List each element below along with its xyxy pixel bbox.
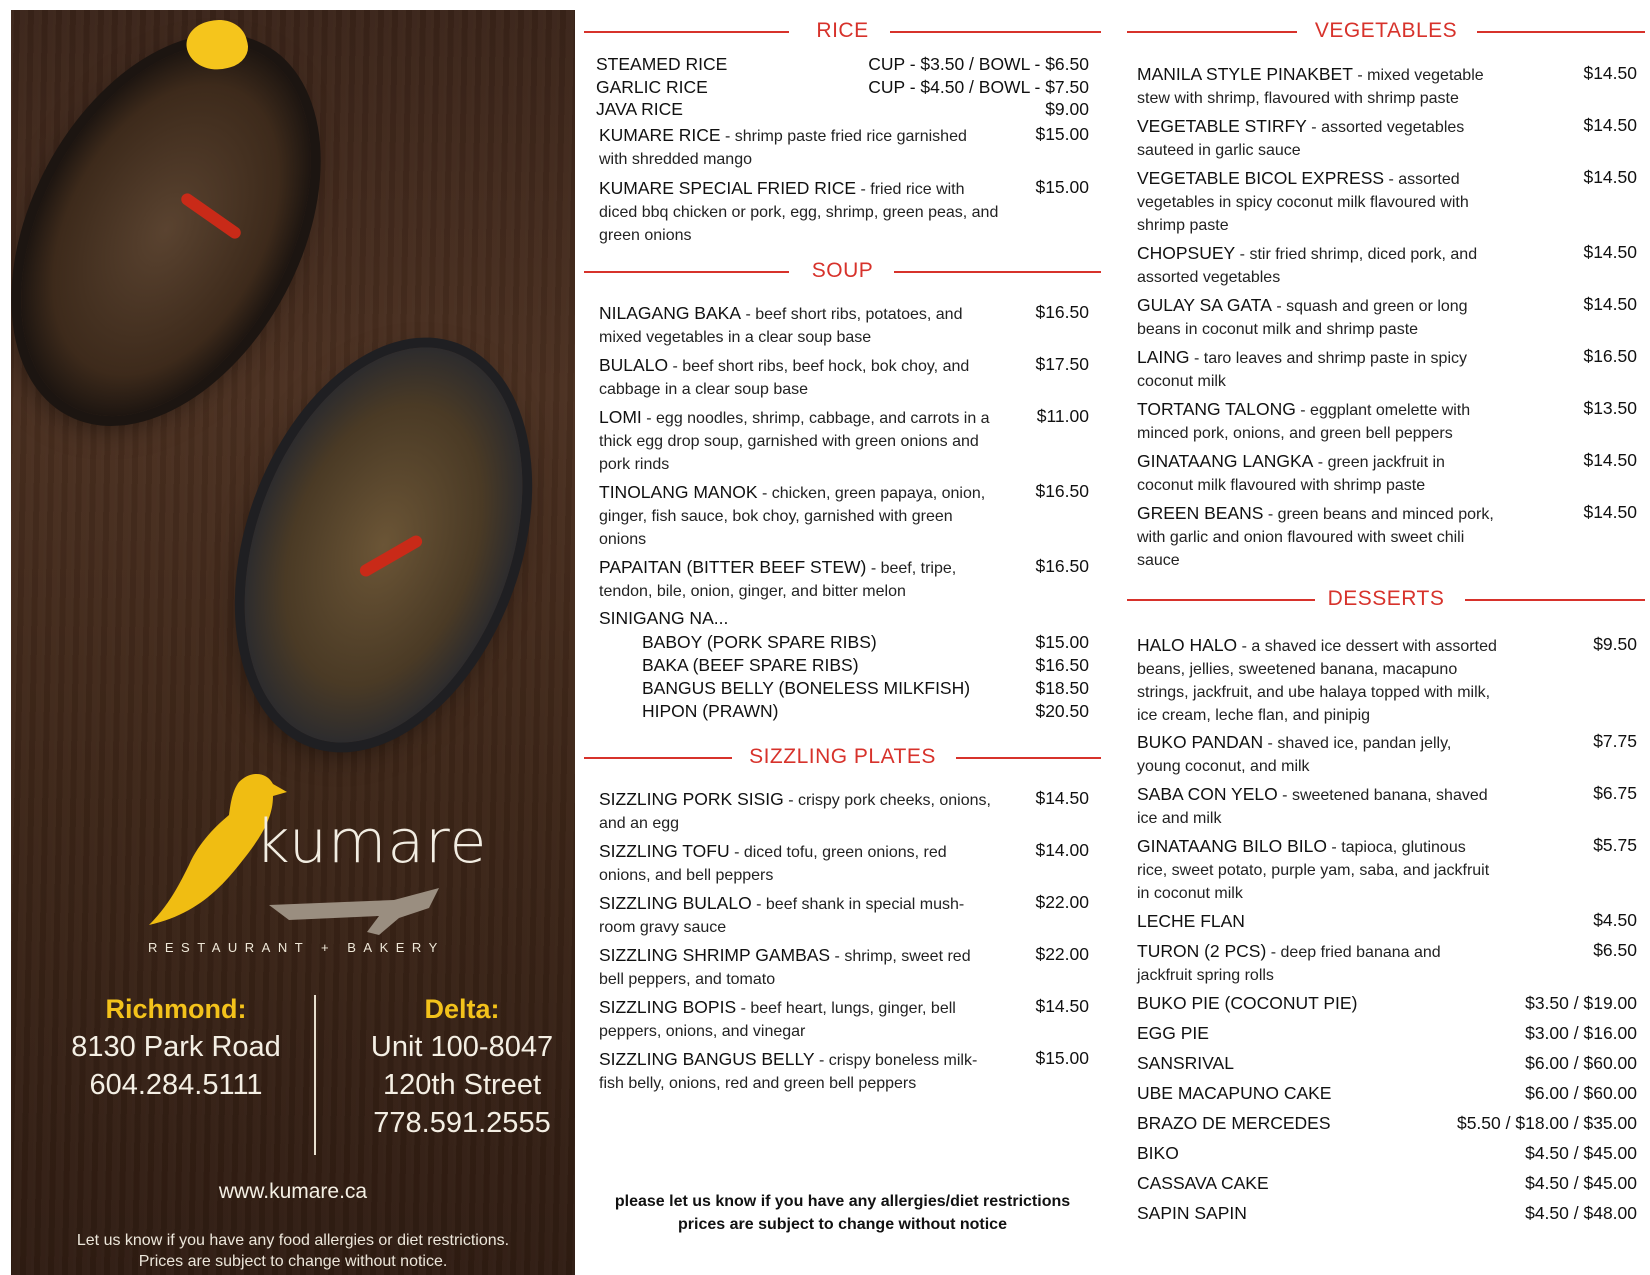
menu-item-desc: - tapioca, glutinous rice, sweet potato, purple yam, saba, and jackfruit in coconut milk — [1137, 839, 1490, 902]
menu-item — [599, 788, 999, 835]
menu-item-name: TURON (2 PCS) — [1137, 941, 1267, 961]
menu-item-name: KUMARE SPECIAL FRIED RICE — [599, 178, 857, 198]
menu-item-price: $11.00 — [1036, 406, 1089, 426]
menu-item-name: JAVA RICE — [596, 99, 683, 119]
menu-item-price: $14.50 — [1583, 502, 1637, 522]
menu-item-desc: - green jackfruit in coconut milk flavoured with shrimp paste — [1137, 454, 1445, 494]
menu-item-name: LECHE FLAN — [1137, 911, 1245, 931]
website-link[interactable]: www.kumare.ca — [218, 1180, 368, 1203]
section-header-rice — [584, 19, 1101, 45]
menu-item-price: $6.00 / $60.00 — [1525, 1053, 1637, 1073]
menu-item-name: BAKA (BEEF SPARE RIBS) — [642, 655, 859, 675]
menu-item-desc: - beef, tripe, tendon, bile, onion, ginger, and bitter melon — [599, 560, 957, 600]
menu-item-desc: - squash and green or long beans in coconut milk and shrimp paste — [1137, 298, 1468, 338]
menu-item-price: $18.50 — [1035, 678, 1089, 698]
menu-item — [1137, 910, 1497, 934]
section-title: SOUP — [811, 259, 874, 282]
menu-item — [1137, 167, 1497, 237]
menu-item-desc: - eggplant omelette with minced pork, onions, and green bell peppers — [1137, 402, 1471, 442]
menu-item-price: $5.75 — [1593, 835, 1637, 855]
section-header-sizzling — [584, 745, 1101, 771]
location-city: Delta: — [424, 994, 500, 1024]
menu-item-price: $17.50 — [1035, 354, 1089, 374]
location-city: Richmond: — [105, 994, 247, 1024]
menu-item-name: CASSAVA CAKE — [1137, 1173, 1269, 1193]
menu-item-name: TORTANG TALONG — [1137, 399, 1296, 419]
menu-item-price: $16.50 — [1035, 302, 1089, 322]
menu-item-name: SIZZLING PORK SISIG — [599, 789, 784, 809]
menu-item-desc: - green beans and minced pork, with garlic and onion flavoured with sweet chili sauce — [1137, 506, 1494, 569]
menu-item-name: GREEN BEANS — [1137, 503, 1264, 523]
menu-item-name: LAING — [1137, 347, 1190, 367]
menu-item-name: CHOPSUEY — [1137, 243, 1236, 263]
menu-item-desc: - taro leaves and shrimp paste in spicy coconut milk — [1137, 350, 1467, 390]
menu-item-price: $4.50 / $45.00 — [1525, 1173, 1637, 1193]
menu-item-name: VEGETABLE STIRFY — [1137, 116, 1307, 136]
section-header-soup — [584, 259, 1101, 285]
location-phone: 778.591.2555 — [373, 1107, 551, 1139]
menu-item-price: $6.75 — [1593, 783, 1637, 803]
menu-item-price: $14.50 — [1035, 788, 1089, 808]
menu-item — [599, 840, 999, 887]
menu-item-desc: - egg noodles, shrimp, cabbage, and carrots in a thick egg drop soup, garnished with green onions and pork rinds — [599, 410, 990, 473]
menu-item — [599, 892, 999, 939]
allergy-note — [11, 1230, 575, 1272]
menu-item-desc: - diced tofu, green onions, red onions, and bell peppers — [599, 844, 947, 884]
menu-item-price: $14.50 — [1583, 115, 1637, 135]
menu-item — [599, 944, 999, 991]
menu-item-price: $7.75 — [1593, 731, 1637, 751]
menu-item — [1137, 346, 1497, 393]
menu-item-price: $14.50 — [1583, 242, 1637, 262]
menu-item-desc: - shaved ice, pandan jelly, young coconut, and milk — [1137, 735, 1452, 775]
menu-item-name: BULALO — [599, 355, 669, 375]
location-address: Unit 100-8047 — [370, 1031, 554, 1063]
menu-item-price: $14.50 — [1583, 63, 1637, 83]
menu-item-price: $15.00 — [1035, 124, 1089, 144]
menu-item-name: SIZZLING BANGUS BELLY — [599, 1049, 815, 1069]
menu-item — [599, 177, 999, 247]
menu-item-price: CUP - $4.50 / BOWL - $7.50 — [868, 77, 1089, 97]
menu-item-desc: - shrimp, sweet red bell peppers, and tomato — [599, 948, 971, 988]
menu-item — [599, 556, 999, 603]
location-phone: 604.284.5111 — [89, 1069, 263, 1101]
menu-item-name: BRAZO DE MERCEDES — [1137, 1113, 1331, 1133]
menu-item-name: UBE MACAPUNO CAKE — [1137, 1083, 1332, 1103]
menu-item-price: $14.00 — [1035, 840, 1089, 860]
menu-item-price: $4.50 — [1593, 910, 1637, 930]
menu-item-name: SAPIN SAPIN — [1137, 1203, 1247, 1223]
menu-item-name: SIZZLING BULALO — [599, 893, 752, 913]
menu-item-price: $14.50 — [1583, 167, 1637, 187]
menu-item-name: SANSRIVAL — [1137, 1053, 1234, 1073]
menu-item-name: HIPON (PRAWN) — [642, 701, 779, 721]
menu-item-price: $14.50 — [1583, 294, 1637, 314]
menu-item — [1137, 242, 1497, 289]
menu-item-desc: - a shaved ice dessert with assorted beans, jellies, sweetened banana, macapuno strings, jackfruit, and ube halaya topped with milk, ice cream, leche flan, and pinipig — [1137, 638, 1497, 724]
menu-item-price: $22.00 — [1035, 892, 1089, 912]
menu-item-name: PAPAITAN (BITTER BEEF STEW) — [599, 557, 867, 577]
brand-tagline: RESTAURANT + BAKERY — [148, 940, 445, 955]
allergy-note-line: Let us know if you have any food allergies or diet restrictions. — [76, 1232, 510, 1249]
menu-item-desc: - deep fried banana and jackfruit spring rolls — [1137, 944, 1441, 984]
menu-item-price: $5.50 / $18.00 / $35.00 — [1456, 1113, 1637, 1133]
menu-item-price: $13.50 — [1583, 398, 1637, 418]
menu-item-price: $9.00 — [1045, 99, 1089, 119]
menu-item-name: GINATAANG LANGKA — [1137, 451, 1314, 471]
menu-item-price: $22.00 — [1035, 944, 1089, 964]
section-title: VEGETABLES — [1314, 19, 1458, 42]
menu-item — [599, 406, 999, 476]
menu-item-desc: - beef short ribs, beef hock, bok choy, and cabbage in a clear soup base — [599, 358, 970, 398]
section-title: RICE — [816, 19, 869, 42]
menu-item — [1137, 502, 1497, 572]
menu-item-price: $14.50 — [1035, 996, 1089, 1016]
sinigang-label: SINIGANG NA... — [599, 608, 729, 628]
menu-item-name: SABA CON YELO — [1137, 784, 1278, 804]
menu-item-price: $20.50 — [1035, 701, 1089, 721]
menu-item-price: $6.00 / $60.00 — [1525, 1083, 1637, 1103]
menu-item-name: BUKO PANDAN — [1137, 732, 1264, 752]
menu-item — [1137, 940, 1467, 987]
menu-item-desc: - sweetened banana, shaved ice and milk — [1137, 787, 1488, 827]
footnote-allergy: please let us know if you have any allergies/diet restrictions — [614, 1193, 1071, 1210]
section-title: DESSERTS — [1327, 587, 1445, 610]
section-header-vegetables — [1127, 19, 1645, 45]
brand-panel — [11, 10, 575, 1275]
menu-item-price: $4.50 / $45.00 — [1525, 1143, 1637, 1163]
menu-item-price: CUP - $3.50 / BOWL - $6.50 — [868, 54, 1089, 74]
footnote — [584, 1190, 1101, 1236]
menu-item-desc: - shrimp paste fried rice garnished with shredded mango — [599, 128, 967, 168]
location-richmond — [61, 990, 291, 1104]
menu-item-name: SIZZLING TOFU — [599, 841, 730, 861]
menu-item-name: STEAMED RICE — [596, 54, 728, 74]
menu-item-name: HALO HALO — [1137, 635, 1238, 655]
menu-item — [1137, 450, 1497, 497]
menu-item-name: BIKO — [1137, 1143, 1179, 1163]
menu-item-desc: - mixed vegetable stew with shrimp, flavoured with shrimp paste — [1137, 67, 1484, 107]
location-address: 8130 Park Road — [71, 1031, 281, 1063]
menu-item-desc: - beef heart, lungs, ginger, bell peppers, onions, and vinegar — [599, 1000, 956, 1040]
menu-item-price: $9.50 — [1593, 634, 1637, 654]
menu-item-price: $3.50 / $19.00 — [1525, 993, 1637, 1013]
food-plate-image — [11, 10, 370, 465]
menu-item-desc: - beef shank in special mush-room gravy sauce — [599, 896, 965, 936]
menu-item-name: MANILA STYLE PINAKBET — [1137, 64, 1353, 84]
menu-item-price: $15.00 — [1035, 177, 1089, 197]
menu-item-price: $16.50 — [1035, 655, 1089, 675]
menu-item-desc: - fried rice with diced bbq chicken or pork, egg, shrimp, green peas, and green onions — [599, 181, 999, 244]
menu-item-name: TINOLANG MANOK — [599, 482, 758, 502]
menu-item-price: $3.00 / $16.00 — [1525, 1023, 1637, 1043]
menu-item-price: $15.00 — [1035, 1048, 1089, 1068]
menu-item-name: GARLIC RICE — [596, 77, 708, 97]
menu-item — [1137, 63, 1497, 110]
section-title: SIZZLING PLATES — [749, 745, 936, 768]
menu-item — [599, 996, 999, 1043]
menu-item-desc: - beef short ribs, potatoes, and mixed vegetables in a clear soup base — [599, 306, 963, 346]
menu-item-name: GULAY SA GATA — [1137, 295, 1272, 315]
menu-item-name: EGG PIE — [1137, 1023, 1209, 1043]
menu-item — [1137, 835, 1497, 905]
food-plate-image — [194, 309, 574, 781]
menu-item — [1137, 783, 1497, 830]
menu-item-price: $14.50 — [1583, 450, 1637, 470]
menu-item-name: KUMARE RICE — [599, 125, 721, 145]
menu-item-desc: - assorted vegetables sauteed in garlic sauce — [1137, 119, 1465, 159]
menu-item-name: NILAGANG BAKA — [599, 303, 741, 323]
menu-item-desc: - assorted vegetables in spicy coconut milk flavoured with shrimp paste — [1137, 171, 1469, 234]
brand-name: kumare — [255, 807, 488, 877]
menu-item — [1137, 398, 1497, 445]
location-divider — [314, 995, 316, 1155]
menu-item-name: SIZZLING SHRIMP GAMBAS — [599, 945, 831, 965]
menu-item — [599, 481, 999, 551]
menu-item — [1137, 634, 1507, 727]
menu-item-name: BABOY (PORK SPARE RIBS) — [642, 632, 877, 652]
menu-item-desc: - crispy pork cheeks, onions, and an egg — [599, 792, 991, 832]
menu-item-price: $16.50 — [1583, 346, 1637, 366]
menu-item-desc: - stir fried shrimp, diced pork, and assorted vegetables — [1137, 246, 1478, 286]
menu-item-price: $16.50 — [1035, 481, 1089, 501]
menu-item-price: $16.50 — [1035, 556, 1089, 576]
menu-item — [599, 124, 999, 171]
menu-item-name: BUKO PIE (COCONUT PIE) — [1137, 993, 1358, 1013]
menu-item — [599, 1048, 999, 1095]
menu-item-name: LOMI — [599, 407, 642, 427]
section-header-desserts — [1127, 587, 1645, 613]
menu-item-desc: - chicken, green papaya, onion, ginger, fish sauce, bok choy, garnished with green onions — [599, 485, 986, 548]
menu-item-name: GINATAANG BILO BILO — [1137, 836, 1327, 856]
menu-item-desc: - crispy boneless milk-fish belly, onions, red and green bell peppers — [599, 1052, 978, 1092]
menu-item — [1137, 115, 1497, 162]
menu-item — [599, 302, 999, 349]
location-delta — [347, 990, 575, 1142]
menu-item — [1137, 731, 1477, 778]
price-note-line: Prices are subject to change without notice. — [138, 1253, 448, 1270]
menu-item-name: VEGETABLE BICOL EXPRESS — [1137, 168, 1385, 188]
menu-item-price: $6.50 — [1593, 940, 1637, 960]
menu-item-name: BANGUS BELLY (BONELESS MILKFISH) — [642, 678, 971, 698]
menu-item — [599, 354, 999, 401]
footnote-prices: prices are subject to change without notice — [678, 1216, 1007, 1233]
menu-item-price: $4.50 / $48.00 — [1525, 1203, 1637, 1223]
menu-item — [1137, 294, 1497, 341]
location-address-street: 120th Street — [383, 1069, 541, 1101]
menu-item-name: SIZZLING BOPIS — [599, 997, 737, 1017]
menu-item-price: $15.00 — [1035, 632, 1089, 652]
